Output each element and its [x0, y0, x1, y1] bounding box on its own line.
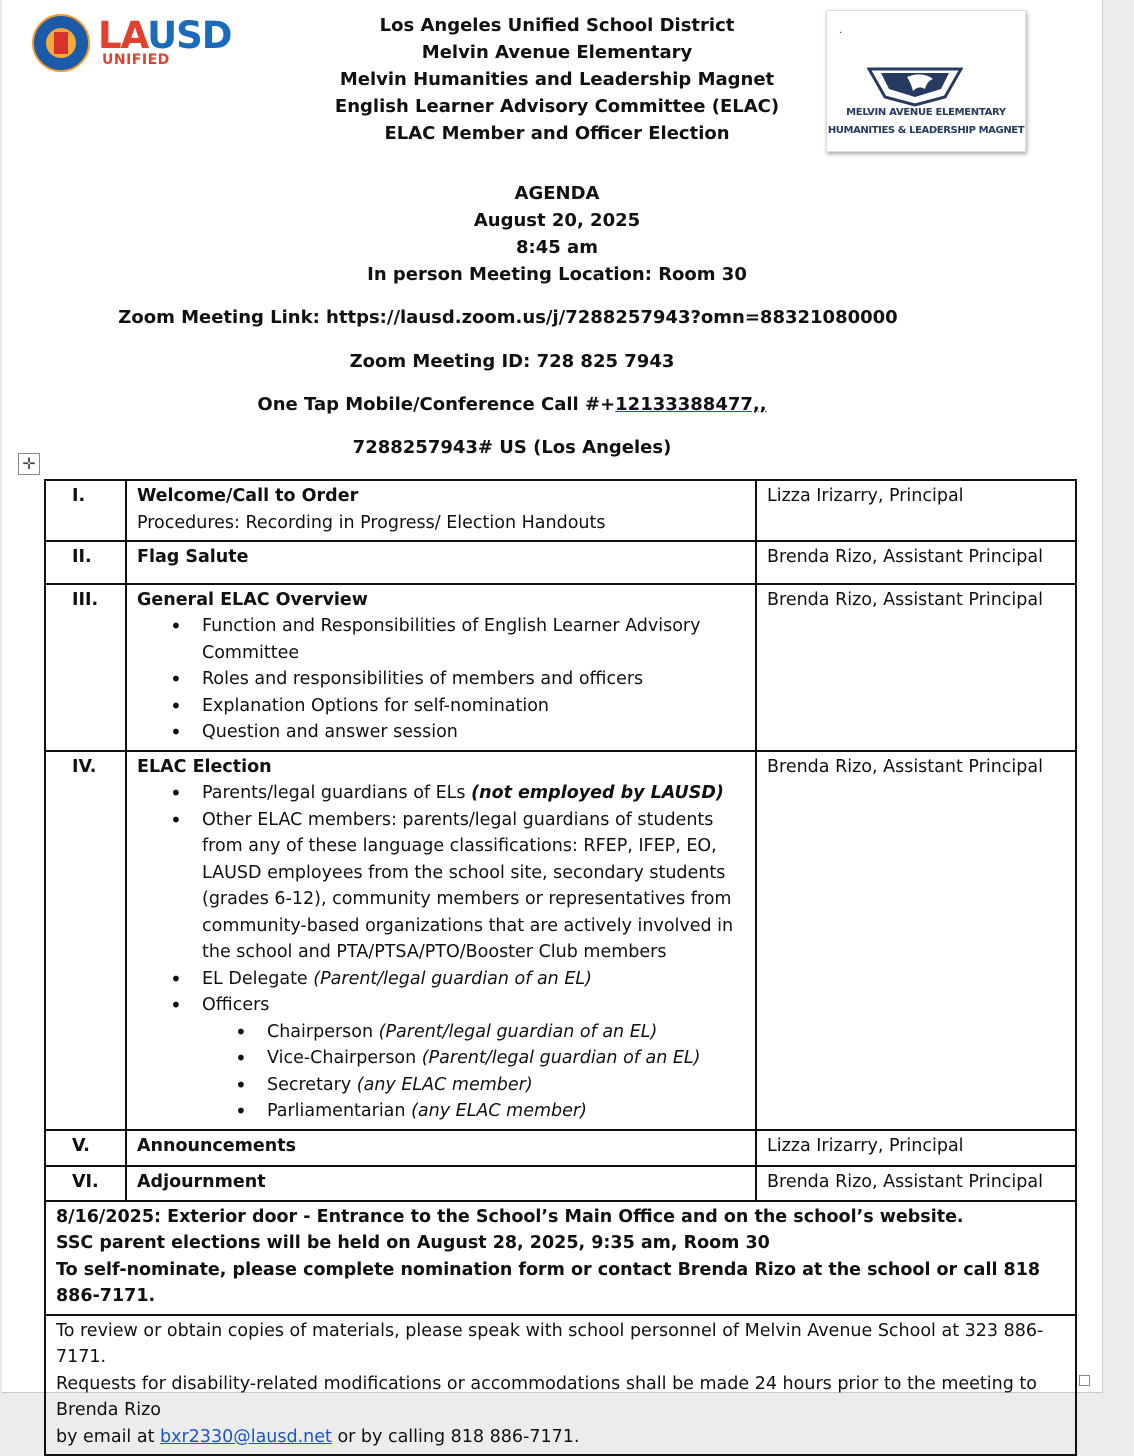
item-title: Welcome/Call to Order [137, 486, 359, 506]
item-number: V. [45, 1130, 126, 1167]
scroll-gutter [1103, 0, 1134, 1408]
item-cell [126, 584, 756, 751]
agenda-location: In person Meeting Location: Room 30 [367, 264, 747, 285]
header-school: Melvin Avenue Elementary [421, 42, 693, 63]
footer-row [45, 1315, 1076, 1456]
item-cell [126, 1130, 756, 1167]
notice-row [45, 1201, 1076, 1315]
item-presenter: Brenda Rizo, Assistant Principal [756, 541, 1076, 584]
document-header [302, 12, 812, 147]
table-row [45, 1166, 1076, 1201]
footer-cell [45, 1315, 1076, 1456]
footer-contact: by email at bxr2330@lausd.net or by calling 818 886-7171. [56, 1426, 580, 1447]
item-number: II. [45, 541, 126, 584]
officer-list [202, 1019, 741, 1125]
zoom-id: Zoom Meeting ID: 728 825 7943 [349, 351, 675, 372]
list-item: • Parliamentarian (any ELAC member) [267, 1098, 741, 1125]
list-item: • Function and Responsibilities of English Learner Advisory Committee [202, 613, 745, 666]
item-title: Adjournment [137, 1172, 266, 1192]
bullet-list [137, 613, 745, 746]
phone-link[interactable]: 12133388477,, [615, 394, 767, 415]
zoom-link: Zoom Meeting Link: https://lausd.zoom.us/j/7288257943?omn=88321080000 [118, 307, 898, 328]
item-sub: Procedures: Recording in Progress/ Election Handouts [137, 512, 606, 533]
header-election: ELAC Member and Officer Election [384, 123, 730, 144]
document-page [2, 0, 1103, 1447]
item-number: III. [45, 584, 126, 751]
header-magnet: Melvin Humanities and Leadership Magnet [339, 69, 775, 90]
list-item: • Officers • Chairperson (Parent/legal guardian of an EL) • Vice-Chairperson (Parent/legal guardian of an EL) • Secretary (any ELAC member) • Parliamentarian (any ELAC member) [202, 992, 741, 1125]
table-row [45, 541, 1076, 584]
agenda-time: 8:45 am [516, 237, 598, 258]
table-row [45, 584, 1076, 751]
table-resize-handle[interactable] [1079, 1375, 1090, 1386]
header-district: Los Angeles Unified School District [379, 15, 735, 36]
notice-posting: 8/16/2025: Exterior door - Entrance to the School’s Main Office and on the school’s website. [56, 1206, 964, 1227]
school-badge-image[interactable]: . MELVIN AVENUE ELEMENTARY HUMANITIES & LEADERSHIP MAGNET [826, 10, 1026, 152]
meeting-code-line: 7288257943# US (Los Angeles) [352, 437, 672, 458]
item-title: General ELAC Overview [137, 589, 368, 610]
footer-materials: To review or obtain copies of materials, please speak with school personnel of Melvin Avenue School at 323 886-7171. [56, 1320, 1044, 1367]
agenda-title: AGENDA [514, 183, 600, 204]
item-title: Flag Salute [137, 547, 249, 567]
list-item: • Question and answer session [202, 719, 745, 746]
table-row [45, 751, 1076, 1130]
lausd-logo-text: LAUSD [98, 14, 232, 57]
item-number: I. [45, 480, 126, 541]
agenda-table [44, 479, 1077, 1456]
list-item: • Vice-Chairperson (Parent/legal guardian of an EL) [267, 1045, 741, 1072]
item-cell [126, 751, 756, 1130]
notice-cell [45, 1201, 1076, 1315]
list-item: • Explanation Options for self-nomination [202, 693, 745, 720]
lausd-seal-icon [32, 14, 90, 72]
agenda-date: August 20, 2025 [473, 210, 641, 231]
list-item: • Other ELAC members: parents/legal guardians of students from any of these language classifications: RFEP, IFEP, EO, LAUSD employees from the school site, secondary students (grades 6-12), community members or representatives from community-based organizations that are actively involved in the school and PTA/PTSA/PTO/Booster Club members [202, 807, 741, 966]
list-item: • EL Delegate (Parent/legal guardian of an EL) [202, 966, 741, 993]
notice-nominate: To self-nominate, please complete nomination form or contact Brenda Rizo at the school or call 818 886-7171. [56, 1259, 1041, 1306]
footer-accommodations: Requests for disability-related modifications or accommodations shall be made 24 hours prior to the meeting to Brenda Rizo [56, 1373, 1037, 1420]
notice-ssc: SSC parent elections will be held on August 28, 2025, 9:35 am, Room 30 [56, 1233, 770, 1253]
lausd-logo [32, 14, 262, 74]
item-number: VI. [45, 1166, 126, 1201]
bullet-list [137, 780, 741, 1125]
one-tap-line: One Tap Mobile/Conference Call #+12133388477,, [257, 394, 767, 415]
item-presenter: Lizza Irizarry, Principal [756, 480, 1076, 541]
item-presenter: Brenda Rizo, Assistant Principal [756, 751, 1076, 1130]
table-row [45, 1130, 1076, 1167]
email-link[interactable]: bxr2330@lausd.net [160, 1426, 332, 1447]
lausd-logo-sub: UNIFIED [102, 52, 170, 68]
item-cell [126, 541, 756, 584]
item-title: ELAC Election [137, 756, 272, 777]
list-item: • Secretary (any ELAC member) [267, 1072, 741, 1099]
item-number: IV. [45, 751, 126, 1130]
item-presenter: Brenda Rizo, Assistant Principal [756, 584, 1076, 751]
table-row [45, 480, 1076, 541]
list-item: • Roles and responsibilities of members and officers [202, 666, 745, 693]
item-cell [126, 480, 756, 541]
item-cell [126, 1166, 756, 1201]
table-move-handle-icon[interactable]: ✛ [18, 453, 40, 475]
item-presenter: Lizza Irizarry, Principal [756, 1130, 1076, 1167]
agenda-heading [302, 180, 812, 288]
item-presenter: Brenda Rizo, Assistant Principal [756, 1166, 1076, 1201]
header-committee: English Learner Advisory Committee (ELAC) [334, 96, 780, 117]
list-item: • Chairperson (Parent/legal guardian of an EL) [267, 1019, 741, 1046]
list-item: • Parents/legal guardians of ELs (not employed by LAUSD) [202, 780, 741, 807]
badge-line2: HUMANITIES & LEADERSHIP MAGNET [827, 125, 1025, 136]
item-title: Announcements [137, 1135, 296, 1156]
badge-line1: MELVIN AVENUE ELEMENTARY [846, 107, 1006, 118]
mustang-shield-icon [867, 67, 963, 107]
